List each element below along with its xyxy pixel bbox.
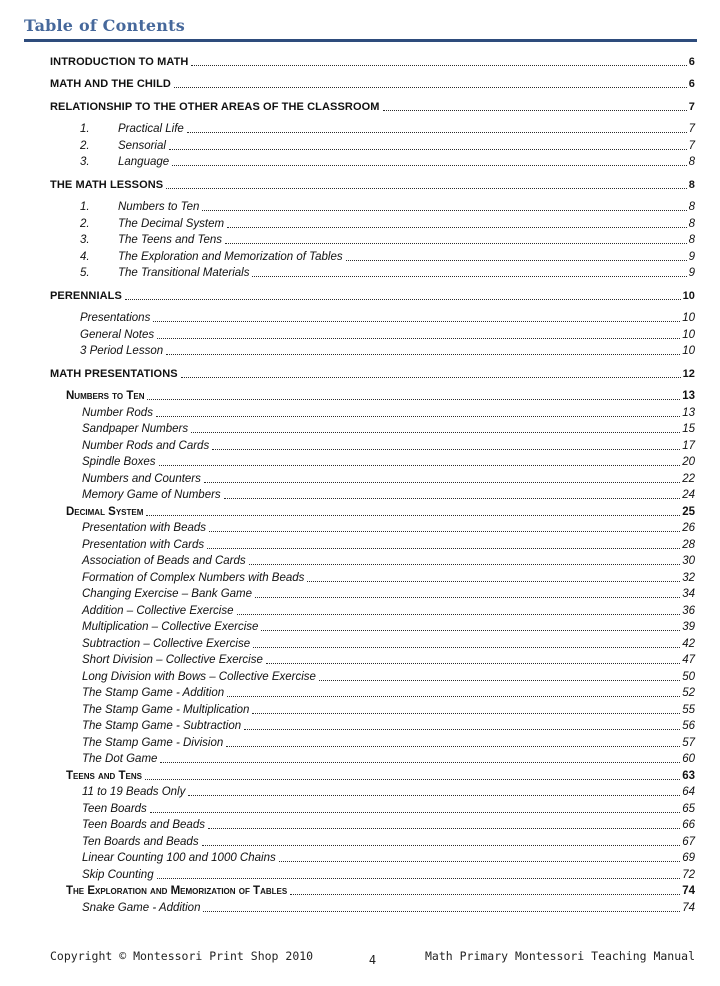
toc-entry[interactable] — [50, 453, 695, 470]
dot-leader — [146, 515, 680, 516]
toc-entry[interactable] — [50, 198, 695, 215]
toc-entry-page: 15 — [682, 423, 695, 435]
toc-entry-label: Long Division with Bows – Collective Exercise — [82, 670, 316, 683]
toc-entry-page: 10 — [682, 289, 695, 302]
dot-leader — [244, 729, 680, 730]
toc-entry-page: 26 — [682, 522, 695, 534]
toc-entry-label: Spindle Boxes — [82, 456, 156, 468]
dot-leader — [307, 581, 680, 582]
dot-leader — [249, 564, 681, 565]
toc-entry-number: 1. — [80, 201, 90, 213]
toc-entry-label: MATH AND THE CHILD — [50, 78, 171, 90]
toc-entry-page: 20 — [682, 456, 695, 468]
toc-entry-page: 60 — [682, 753, 695, 765]
dot-leader — [191, 432, 680, 433]
dot-leader — [279, 861, 680, 862]
toc-entry-label: PERENNIALS — [50, 289, 122, 302]
toc-entry-page: 10 — [682, 328, 695, 341]
toc-entry[interactable] — [50, 52, 695, 69]
dot-leader — [150, 812, 680, 813]
toc-entry[interactable] — [50, 325, 695, 342]
toc-entry-page: 28 — [682, 538, 695, 551]
toc-entry-page: 69 — [682, 852, 695, 864]
dot-leader — [252, 276, 686, 277]
toc-entry[interactable] — [50, 153, 695, 170]
toc-entry-page: 6 — [688, 78, 695, 90]
dot-leader — [252, 713, 680, 714]
toc-entry[interactable] — [50, 420, 695, 437]
toc-entry-label: Addition – Collective Exercise — [82, 604, 234, 617]
toc-entry[interactable] — [50, 766, 695, 783]
toc-entry[interactable] — [50, 651, 695, 668]
toc-entry[interactable] — [50, 519, 695, 536]
dot-leader — [166, 188, 687, 189]
toc-entry[interactable] — [50, 387, 695, 404]
toc-entry-label: Multiplication – Collective Exercise — [82, 621, 259, 633]
toc-entry-page: 52 — [682, 687, 695, 699]
toc-entry-label: MATH PRESENTATIONS — [50, 367, 178, 380]
toc-entry-label: The Exploration and Memorization of Tables — [118, 250, 343, 263]
dot-leader — [202, 845, 681, 846]
toc-entry-label: Association of Beads and Cards — [82, 555, 246, 567]
toc-entry-page: 56 — [682, 720, 695, 732]
toc-entry-page: 12 — [682, 367, 695, 380]
toc-entry-label: Presentation with Cards — [82, 538, 205, 551]
toc-entry[interactable] — [50, 364, 695, 381]
toc-entry-label: The Decimal System — [118, 217, 225, 230]
toc-entry[interactable] — [50, 436, 695, 453]
toc-entry-page: 25 — [682, 505, 695, 518]
toc-entry-label: Teens and Tens — [66, 769, 143, 782]
toc-entry-number: 2. — [80, 139, 90, 152]
toc-entry-page: 67 — [682, 835, 695, 848]
toc-entry-page: 42 — [682, 637, 695, 650]
toc-entry-label: 11 to 19 Beads Only — [82, 786, 186, 798]
toc-entry-label: Number Rods and Cards — [82, 439, 210, 452]
toc-entry[interactable] — [50, 865, 695, 882]
toc-entry-page: 8 — [688, 201, 695, 213]
toc-entry-label: Numbers to Ten — [118, 201, 200, 213]
toc-entry[interactable] — [50, 309, 695, 326]
footer-page-number: 4 — [368, 953, 377, 967]
toc-entry[interactable] — [50, 75, 695, 92]
toc-entry[interactable] — [50, 568, 695, 585]
toc-entry-page: 8 — [688, 234, 695, 246]
toc-entry[interactable] — [50, 214, 695, 231]
toc-entry[interactable] — [50, 750, 695, 767]
toc-entry-label: Language — [118, 156, 170, 168]
dot-leader — [261, 630, 680, 631]
dot-leader — [224, 498, 681, 499]
toc-entry[interactable] — [50, 783, 695, 800]
dot-leader — [159, 465, 681, 466]
dot-leader — [153, 321, 680, 322]
toc-entry-page: 6 — [688, 55, 695, 68]
toc-entry-page: 8 — [688, 156, 695, 168]
toc-entry-page: 10 — [682, 345, 695, 357]
toc-entry[interactable] — [50, 898, 695, 915]
toc-entry[interactable] — [50, 700, 695, 717]
toc-entry-label: The Transitional Materials — [118, 267, 250, 279]
dot-leader — [181, 377, 681, 378]
toc-entry-number: 1. — [80, 123, 90, 135]
toc-entry[interactable] — [50, 286, 695, 303]
dot-leader — [204, 482, 680, 483]
toc-entry[interactable] — [50, 717, 695, 734]
page-header — [24, 16, 697, 42]
table-of-contents — [50, 52, 695, 915]
toc-entry[interactable] — [50, 231, 695, 248]
toc-entry-page: 9 — [688, 267, 695, 279]
toc-entry-label: THE MATH LESSONS — [50, 178, 164, 191]
dot-leader — [145, 779, 680, 780]
toc-entry[interactable] — [50, 667, 695, 684]
toc-entry-label: The Stamp Game - Multiplication — [82, 703, 250, 716]
toc-entry-number: 2. — [80, 217, 90, 230]
dot-leader — [225, 243, 687, 244]
dot-leader — [187, 132, 687, 133]
toc-entry[interactable] — [50, 585, 695, 602]
dot-leader — [255, 597, 680, 598]
toc-entry-page: 13 — [682, 390, 695, 402]
toc-entry-page: 22 — [682, 472, 695, 485]
toc-entry[interactable] — [50, 264, 695, 281]
toc-entry-page: 32 — [682, 571, 695, 584]
toc-entry[interactable] — [50, 97, 695, 114]
dot-leader — [266, 663, 680, 664]
toc-entry[interactable] — [50, 849, 695, 866]
dot-leader — [147, 399, 680, 400]
dot-leader — [174, 87, 687, 88]
toc-entry-number: 5. — [80, 267, 90, 279]
dot-leader — [290, 894, 680, 895]
toc-entry-page: 34 — [682, 588, 695, 600]
dot-leader — [191, 65, 686, 66]
toc-entry-label: The Exploration and Memorization of Tables — [66, 885, 288, 897]
toc-entry[interactable] — [50, 247, 695, 264]
dot-leader — [157, 878, 681, 879]
dot-leader — [209, 531, 680, 532]
toc-entry-page: 17 — [682, 439, 695, 452]
dot-leader — [172, 165, 686, 166]
footer-manual-title: Math Primary Montessori Teaching Manual — [424, 949, 696, 963]
toc-entry[interactable] — [50, 601, 695, 618]
toc-entry-label: Number Rods — [82, 406, 153, 419]
dot-leader — [169, 149, 687, 150]
toc-entry-label: Numbers and Counters — [82, 472, 201, 485]
toc-entry[interactable] — [50, 816, 695, 833]
toc-entry[interactable] — [50, 136, 695, 153]
toc-entry-page: 24 — [682, 489, 695, 501]
toc-entry-label: Sandpaper Numbers — [82, 423, 189, 435]
dot-leader — [346, 260, 687, 261]
toc-entry-label: Presentation with Beads — [82, 522, 207, 534]
toc-entry-page: 74 — [682, 885, 695, 897]
dot-leader — [226, 746, 680, 747]
toc-entry-page: 47 — [682, 654, 695, 666]
toc-entry-label: RELATIONSHIP TO THE OTHER AREAS OF THE CLASSROOM — [50, 100, 380, 113]
toc-entry-label: Short Division – Collective Exercise — [82, 654, 263, 666]
toc-entry[interactable] — [50, 684, 695, 701]
toc-entry-page: 50 — [682, 670, 695, 683]
dot-leader — [166, 354, 680, 355]
toc-entry-page: 64 — [682, 786, 695, 798]
dot-leader — [212, 449, 680, 450]
toc-entry-label: Changing Exercise – Bank Game — [82, 588, 253, 600]
dot-leader — [188, 795, 680, 796]
toc-entry-page: 8 — [688, 178, 695, 191]
toc-entry[interactable] — [50, 799, 695, 816]
toc-entry[interactable] — [50, 342, 695, 359]
toc-entry-label: The Stamp Game - Subtraction — [82, 720, 242, 732]
toc-entry[interactable] — [50, 535, 695, 552]
dot-leader — [227, 696, 680, 697]
toc-entry-label: The Stamp Game - Division — [82, 736, 224, 749]
dot-leader — [160, 762, 680, 763]
toc-entry-label: The Teens and Tens — [118, 234, 223, 246]
dot-leader — [319, 680, 680, 681]
toc-entry-page: 7 — [688, 100, 695, 113]
toc-entry-label: Memory Game of Numbers — [82, 489, 221, 501]
dot-leader — [157, 338, 680, 339]
toc-entry-page: 66 — [682, 819, 695, 831]
toc-entry[interactable] — [50, 502, 695, 519]
toc-entry-page: 57 — [682, 736, 695, 749]
toc-entry-page: 8 — [688, 217, 695, 230]
toc-entry[interactable] — [50, 618, 695, 635]
toc-entry-number: 4. — [80, 250, 90, 263]
toc-entry-page: 74 — [682, 901, 695, 914]
toc-entry-label: Practical Life — [118, 123, 184, 135]
toc-entry[interactable] — [50, 552, 695, 569]
dot-leader — [208, 828, 680, 829]
page-title: Table of Contents — [24, 16, 185, 35]
toc-entry-page: 9 — [688, 250, 695, 263]
toc-entry-label: General Notes — [80, 328, 155, 341]
dot-leader — [253, 647, 680, 648]
toc-entry-label: Ten Boards and Beads — [82, 835, 199, 848]
toc-entry[interactable] — [50, 120, 695, 137]
toc-entry-number: 3. — [80, 234, 90, 246]
toc-entry[interactable] — [50, 175, 695, 192]
toc-entry[interactable] — [50, 486, 695, 503]
toc-entry-label: 3 Period Lesson — [80, 345, 164, 357]
dot-leader — [227, 227, 687, 228]
dot-leader — [125, 299, 681, 300]
toc-entry-page: 7 — [688, 123, 695, 135]
dot-leader — [203, 911, 680, 912]
toc-entry-label: Formation of Complex Numbers with Beads — [82, 571, 305, 584]
toc-entry-label: INTRODUCTION TO MATH — [50, 55, 189, 68]
page-footer — [50, 949, 695, 967]
toc-entry-page: 63 — [682, 769, 695, 782]
dot-leader — [156, 416, 680, 417]
toc-entry-label: Sensorial — [118, 139, 166, 152]
toc-entry[interactable] — [50, 634, 695, 651]
toc-entry-page: 55 — [682, 703, 695, 716]
toc-entry-page: 72 — [682, 868, 695, 881]
toc-entry[interactable] — [50, 832, 695, 849]
toc-entry-label: Snake Game - Addition — [82, 901, 201, 914]
toc-entry-page: 65 — [682, 802, 695, 815]
toc-entry-label: Numbers to Ten — [66, 390, 145, 402]
toc-entry-label: Skip Counting — [82, 868, 154, 881]
toc-entry-label: Teen Boards — [82, 802, 147, 815]
toc-entry-page: 30 — [682, 555, 695, 567]
toc-entry-label: The Dot Game — [82, 753, 158, 765]
toc-entry-label: Presentations — [80, 312, 151, 324]
toc-entry[interactable] — [50, 469, 695, 486]
toc-entry-label: Decimal System — [66, 505, 144, 518]
toc-entry-label: Subtraction – Collective Exercise — [82, 637, 251, 650]
footer-copyright: Copyright © Montessori Print Shop 2010 — [50, 949, 314, 963]
dot-leader — [237, 614, 681, 615]
toc-entry[interactable] — [50, 733, 695, 750]
toc-entry-page: 13 — [682, 406, 695, 419]
dot-leader — [202, 210, 686, 211]
toc-entry-label: Teen Boards and Beads — [82, 819, 205, 831]
toc-entry[interactable] — [50, 882, 695, 899]
toc-entry-page: 7 — [688, 139, 695, 152]
toc-entry-page: 39 — [682, 621, 695, 633]
toc-entry-number: 3. — [80, 156, 90, 168]
toc-entry-label: Linear Counting 100 and 1000 Chains — [82, 852, 276, 864]
toc-entry-page: 36 — [682, 604, 695, 617]
dot-leader — [207, 548, 680, 549]
toc-entry-label: The Stamp Game - Addition — [82, 687, 225, 699]
toc-entry-page: 10 — [682, 312, 695, 324]
toc-entry[interactable] — [50, 403, 695, 420]
dot-leader — [383, 110, 687, 111]
